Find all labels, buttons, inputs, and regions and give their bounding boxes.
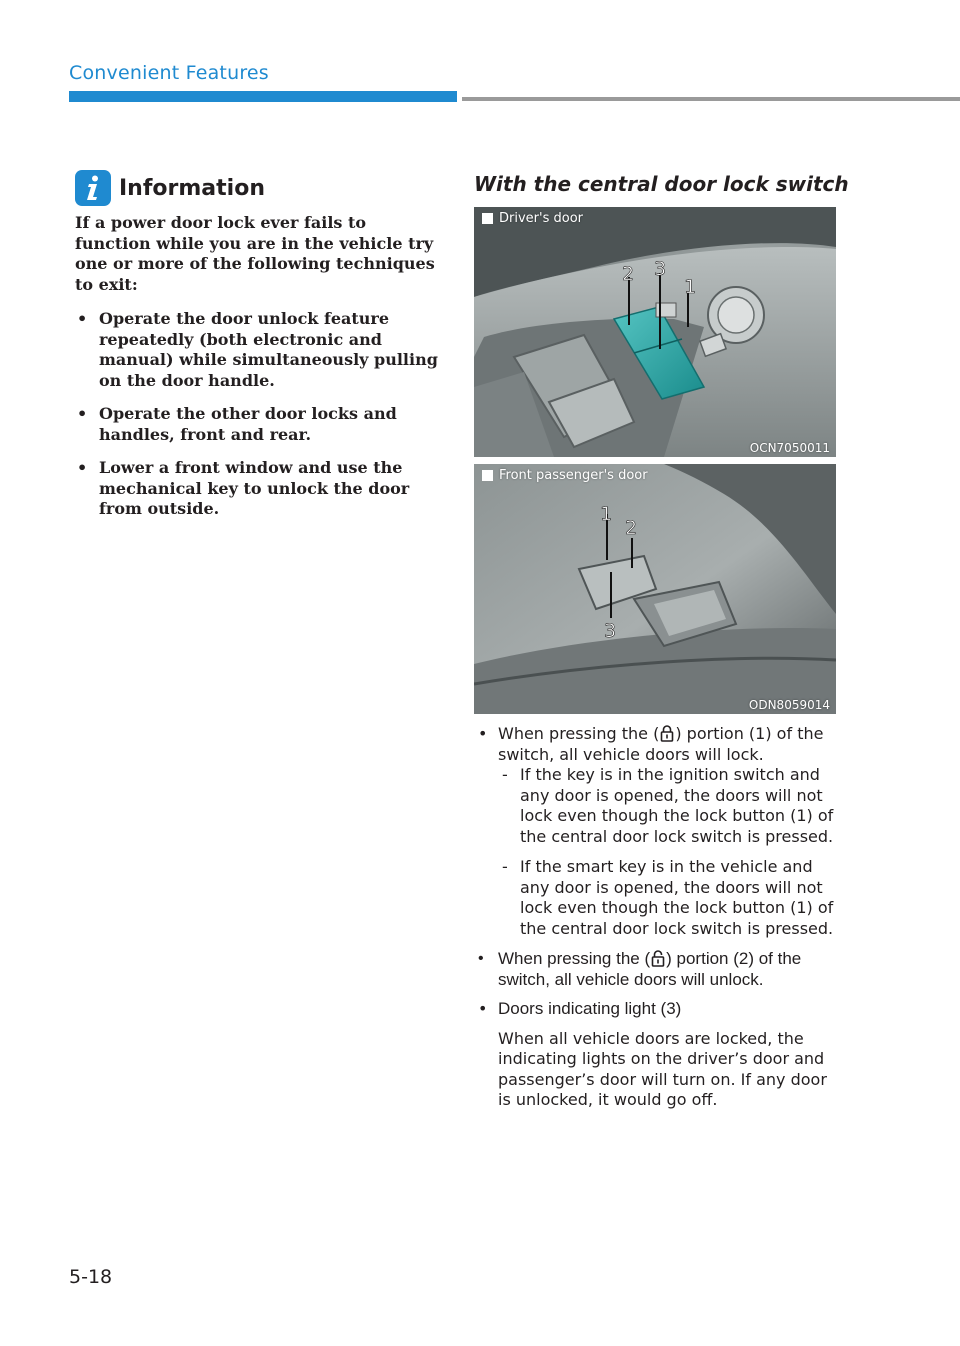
information-heading	[75, 170, 265, 206]
caption-square-icon	[482, 213, 493, 224]
padlock-unlocked-icon	[651, 949, 665, 967]
indicator-title: • Doors indicating light (3)	[498, 999, 682, 1018]
instruction-list	[474, 724, 844, 1111]
list-item: • Operate the other door locks and handles, front and rear.	[75, 404, 445, 445]
list-item: • Operate the door unlock feature repeatedly (both electronic and manual) while simultaneously pulling on the door handle.	[75, 309, 445, 391]
unlock-text-after: ) portion (2) of the switch, all vehicle doors will unlock.	[498, 949, 802, 989]
figure-caption	[482, 211, 583, 226]
callout-label: 3	[654, 258, 667, 280]
passenger-door-illustration	[474, 464, 836, 714]
header-rule-gray	[462, 97, 960, 101]
list-item-unlock	[474, 949, 844, 990]
chapter-title: Convenient Features	[69, 62, 269, 84]
figure-drivers-door	[474, 207, 836, 457]
caption-square-icon	[482, 470, 493, 481]
drivers-door-illustration	[474, 207, 836, 457]
information-title: Information	[119, 175, 265, 201]
header-rule-accent	[69, 91, 457, 102]
lock-sublist	[498, 765, 844, 939]
figure-code: OCN7050011	[749, 441, 830, 455]
callout-label: 2	[625, 517, 638, 539]
list-item: • Lower a front window and use the mechanical key to unlock the door from outside.	[75, 458, 445, 520]
information-intro: If a power door lock ever fails to function while you are in the vehicle try one or more of the following techniques to exit:	[75, 213, 435, 294]
section-title: With the central door lock switch	[474, 172, 849, 196]
central-lock-instructions	[474, 724, 844, 1120]
figure-passenger-door	[474, 464, 836, 714]
list-item: - If the key is in the ignition switch and any door is opened, the doors will not lock even though the lock button (1) of the central door lock switch is pressed.	[498, 765, 844, 847]
list-item-lock	[474, 724, 844, 939]
figure-caption	[482, 468, 648, 483]
callout-label: 1	[684, 276, 697, 298]
callout-label: 3	[604, 620, 617, 642]
callout-label: 1	[600, 503, 613, 525]
lock-text-before: When pressing the (	[498, 724, 660, 743]
figure-caption-text: Driver's door	[499, 211, 583, 226]
padlock-locked-icon	[660, 724, 674, 742]
info-i-icon	[75, 170, 111, 206]
figure-code: ODN8059014	[748, 698, 830, 712]
information-list	[75, 309, 445, 520]
information-body	[75, 213, 445, 533]
indicator-description: When all vehicle doors are locked, the indicating lights on the driver’s door and passenger’s door will turn on. If any door is unlocked, it would go off.	[498, 1028, 827, 1109]
callout-label: 2	[622, 263, 635, 285]
page-number: 5-18	[69, 1266, 113, 1288]
list-item-indicator	[474, 999, 844, 1111]
figure-caption-text: Front passenger's door	[499, 468, 648, 483]
lock-text-after: ) portion (1) of the switch, all vehicle doors will lock.	[498, 724, 824, 764]
unlock-text-before: When pressing the (	[498, 949, 651, 968]
list-item: - If the smart key is in the vehicle and any door is opened, the doors will not lock even though the lock button (1) of the central door lock switch is pressed.	[498, 857, 844, 939]
